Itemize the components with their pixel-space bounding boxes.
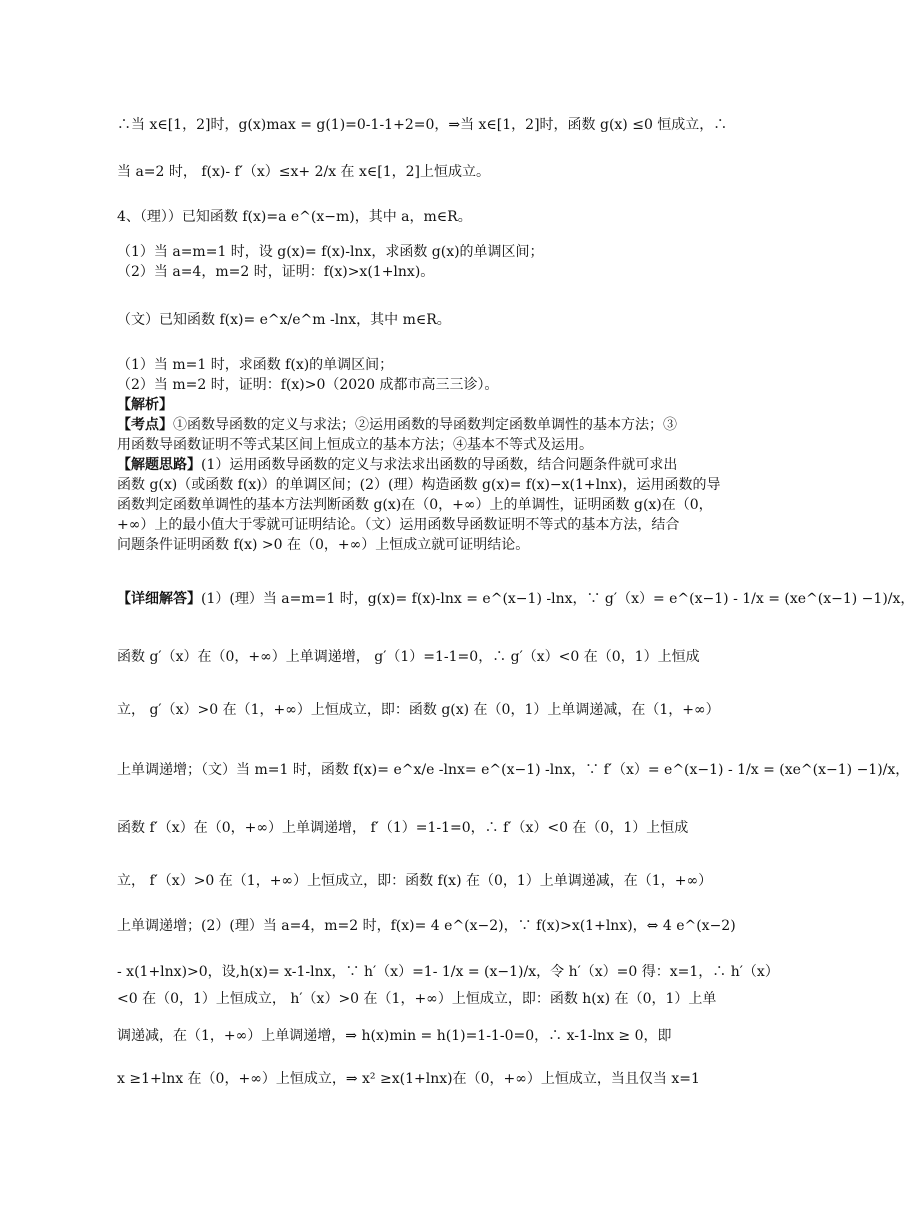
text-line: - x(1+lnx)>0，设,h(x)= x-1-lnx，∵ h′（x）=1- 1/x = (x−1)/x，令 h′（x）=0 得：x=1，∴ h′（x） — [117, 964, 779, 980]
text-line: （1）当 a=m=1 时，设 g(x)= f(x)-lnx，求函数 g(x)的单调区间； — [117, 244, 544, 260]
text-line: 函数 g(x)（或函数 f(x)）的单调区间；(2）(理）构造函数 g(x)= f(x)−x(1+lnx)，运用函数的导 — [117, 477, 721, 493]
text-line: +∞）上的最小值大于零就可证明结论。（文）运用函数导函数证明不等式的基本方法，结合 — [117, 517, 680, 533]
text-line: 上单调递增；（文）当 m=1 时，函数 f(x)= e^x/e -lnx= e^(x−1) -lnx，∵ f′（x）= e^(x−1) - 1/x = (xe^(x−1) −1)/x， — [117, 762, 910, 778]
text-line: 当 a=2 时， f(x)- f′（x）≤x+ 2/x 在 x∈[1，2]上恒成立。 — [117, 164, 490, 180]
text-line: （1）当 m=1 时，求函数 f(x)的单调区间； — [117, 357, 394, 373]
text-line: （2）当 a=4，m=2 时，证明：f(x)>x(1+lnx)。 — [117, 264, 435, 280]
text-line: 问题条件证明函数 f(x) >0 在（0，+∞）上恒成立就可证明结论。 — [117, 537, 530, 553]
text-line: 用函数导函数证明不等式某区间上恒成立的基本方法；④基本不等式及运用。 — [117, 437, 593, 453]
text-line: 【考点】①函数导函数的定义与求法；②运用函数的导函数判定函数单调性的基本方法；③ — [117, 417, 677, 433]
text-line: x ≥1+lnx 在（0，+∞）上恒成立，⇒ x² ≥x(1+lnx)在（0，+∞）上恒成立，当且仅当 x=1 — [117, 1071, 700, 1087]
text-line: 【解题思路】(1）运用函数导函数的定义与求法求出函数的导函数，结合问题条件就可求出 — [117, 457, 678, 473]
text-line: 立， g′（x）>0 在（1，+∞）上恒成立，即：函数 g(x) 在（0，1）上单调递减，在（1，+∞） — [117, 702, 720, 718]
text-line: 函数 g′（x）在（0，+∞）上单调递增， g′（1）=1-1=0，∴ g′（x）<0 在（0，1）上恒成 — [117, 649, 700, 665]
text-line: 立， f′（x）>0 在（1，+∞）上恒成立，即：函数 f(x) 在（0，1）上单调递减，在（1，+∞） — [117, 873, 713, 889]
text-line: 函数判定函数单调性的基本方法判断函数 g(x)在（0，+∞）上的单调性，证明函数 g(x)在（0， — [117, 497, 713, 513]
section-label: 【解析】 — [117, 397, 173, 413]
text-line: 函数 f′（x）在（0，+∞）上单调递增， f′（1）=1-1=0，∴ f′（x）<0 在（0，1）上恒成 — [117, 820, 689, 836]
text-line: ∴当 x∈[1，2]时，g(x)max = g(1)=0-1-1+2=0，⇒当 x∈[1，2]时，函数 g(x) ≤0 恒成立，∴ — [117, 117, 728, 133]
text-line: <0 在（0，1）上恒成立， h′（x）>0 在（1，+∞）上恒成立，即：函数 h(x) 在（0，1）上单 — [117, 991, 717, 1007]
text-line: 上单调递增；(2）(理）当 a=4，m=2 时，f(x)= 4 e^(x−2)，∵ f(x)>x(1+lnx)，⇔ 4 e^(x−2) — [117, 918, 736, 934]
text-line: 【详细解答】(1）(理）当 a=m=1 时，g(x)= f(x)-lnx = e^(x−1) -lnx，∵ g′（x）= e^(x−1) - 1/x = (xe^(x−1) −1)/x， — [117, 591, 914, 607]
text-line: （文）已知函数 f(x)= e^x/e^m -lnx，其中 m∈R。 — [117, 312, 451, 328]
text-line: 调递减，在（1，+∞）上单调递增，⇒ h(x)min = h(1)=1-1-0=0，∴ x-1-lnx ≥ 0，即 — [117, 1028, 672, 1044]
question-heading: 4、（理））已知函数 f(x)=a e^(x−m)，其中 a，m∈R。 — [117, 209, 472, 225]
text-line: （2）当 m=2 时，证明：f(x)>0（2020 成都市高三三诊）。 — [117, 377, 499, 393]
